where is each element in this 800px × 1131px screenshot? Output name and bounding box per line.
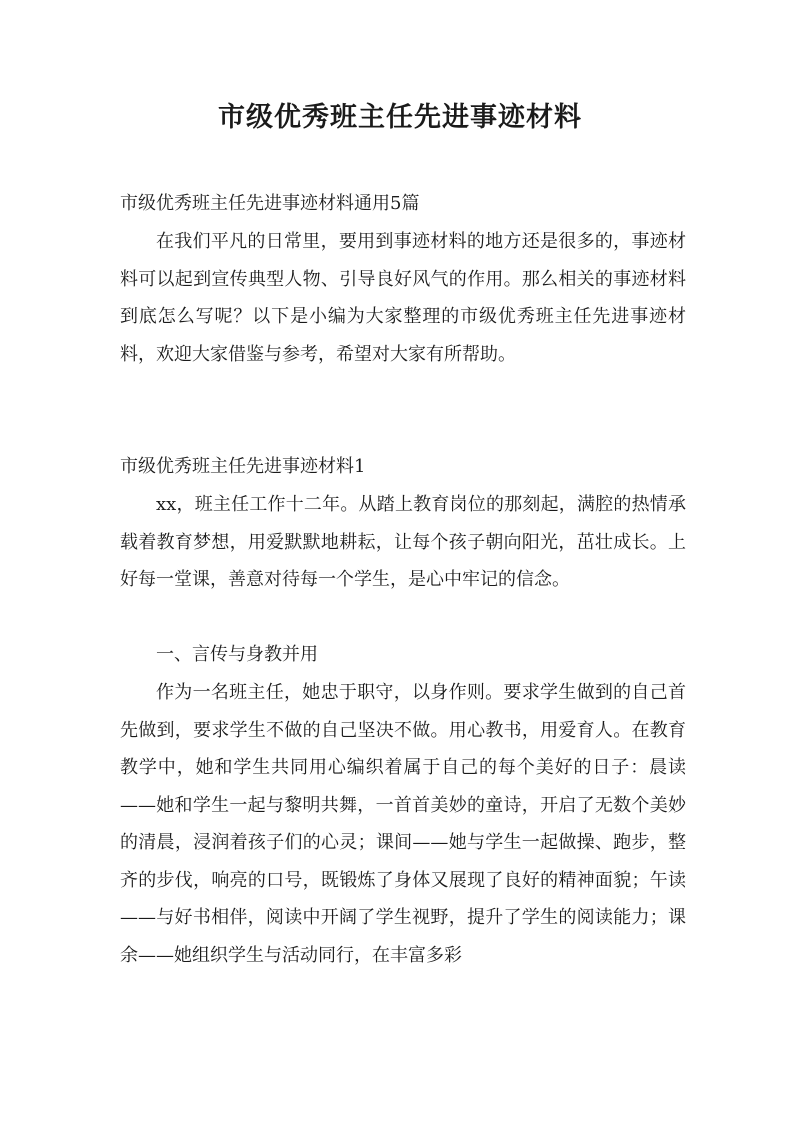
subheading-1: 一、言传与身教并用 bbox=[156, 644, 318, 665]
document-title: 市级优秀班主任先进事迹材料 bbox=[218, 102, 582, 133]
section-1-paragraph-1: xx，班主任工作十二年。从踏上教育岗位的那刻起，满腔的热情承载着教育梦想，用爱默默地耕耘，让每个孩子朝向阳光，茁壮成长。上好每一堂课，善意对待每一个学生，是心中牢记的信念。 bbox=[120, 494, 686, 590]
intro-paragraph: 在我们平凡的日常里，要用到事迹材料的地方还是很多的，事迹材料可以起到宣传典型人物、引导良好风气的作用。那么相关的事迹材料到底怎么写呢？以下是小编为大家整理的市级优秀班主任先进事迹材料，欢迎大家借鉴与参考，希望对大家有所帮助。 bbox=[120, 231, 686, 365]
section-1-paragraph-2: 作为一名班主任，她忠于职守，以身作则。要求学生做到的自己首先做到，要求学生不做的自己坚决不做。用心教书，用爱育人。在教育教学中，她和学生共同用心编织着属于自己的每个美好的日子：晨读——她和学生一起与黎明共舞，一首首美妙的童诗，开启了无数个美妙的清晨，浸润着孩子们的心灵；课间——她与学生一起做操、跑步，整齐的步伐，响亮的口号，既锻炼了身体又展现了良好的精神面貌；午读——与好书相伴，阅读中开阔了学生视野，提升了学生的阅读能力；课余——她组织学生与活动同行，在丰富多彩 bbox=[120, 682, 686, 966]
section-1-heading: 市级优秀班主任先进事迹材料1 bbox=[120, 456, 366, 477]
document-subtitle: 市级优秀班主任先进事迹材料通用5篇 bbox=[120, 193, 420, 214]
